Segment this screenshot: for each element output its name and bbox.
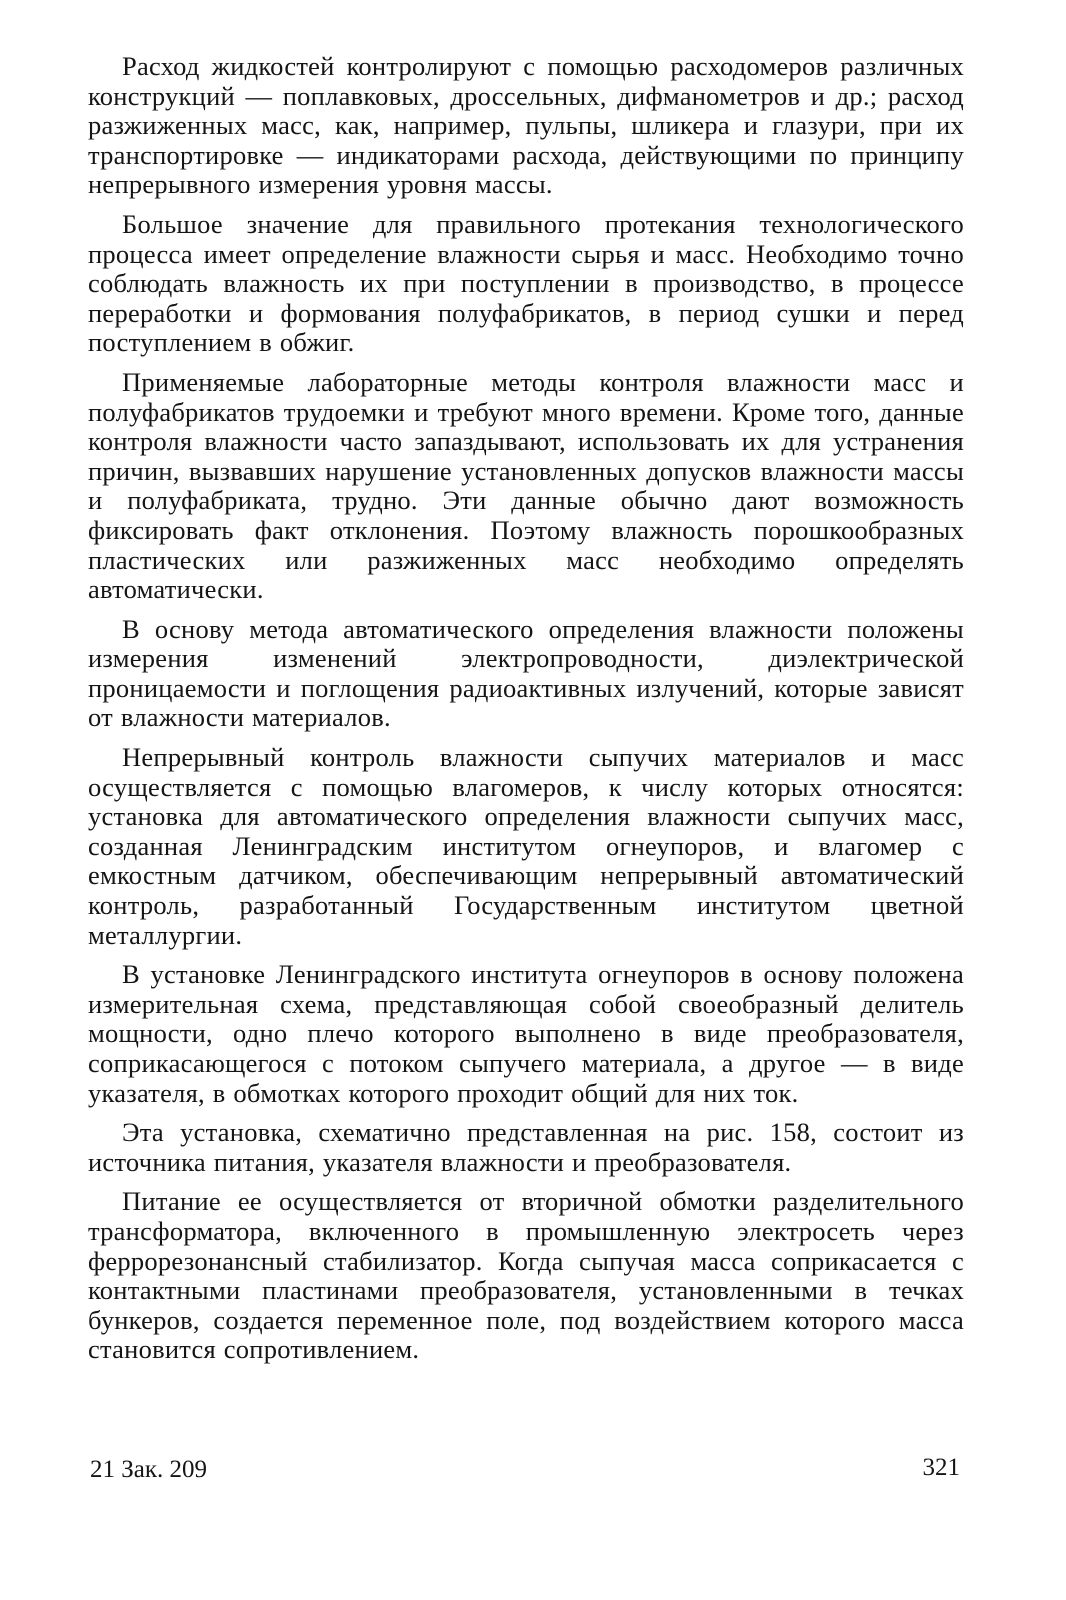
paragraph-flow-meters: Расход жидкостей контролируют с помощью расходомеров различных конструкций — поплавковых, дроссельных, дифманометров и др.; расход разжиженных масс, как, например, пульпы, шликера и глазури, при их транспортировке — индикаторами расхода, действующими по принципу непрерывного измерения уровня массы. (88, 51, 964, 200)
page-body (88, 52, 964, 1375)
paragraph-continuous-control: Непрерывный контроль влажности сыпучих материалов и масс осуществляется с помощью влагомеров, к числу которых относятся: установка для автоматического определения влажности сыпучих масс, созданная Ленинградским институтом огнеупоров, и влагомер с емкостным датчиком, обеспечивающим непрерывный автоматический контроль, разработанный Государственным институтом цветной металлургии. (88, 742, 964, 950)
paragraph-moisture-importance: Большое значение для правильного протекания технологического процесса имеет определение влажности сырья и масс. Необходимо точно соблюдать влажность их при поступлении в производство, в процессе переработки и формования полуфабрикатов, в период сушки и перед поступлением в обжиг. (88, 208, 964, 358)
paragraph-power-supply: Питание ее осуществляется от вторичной обмотки разделительного трансформатора, включенного в промышленную электросеть через феррорезонансный стабилизатор. Когда сыпучая масса соприкасается с контактными пластинами преобразователя, установленными в течках бункеров, создается переменное поле, под воздействием которого масса становится сопротивлением. (88, 1186, 964, 1365)
paragraph-lab-methods: Применяемые лабораторные методы контроля влажности масс и полуфабрикатов трудоемки и требуют много времени. Кроме того, данные контроля влажности часто запаздывают, использовать их для устранения причин, вызвавших нарушение установленных допусков влажности массы и полуфабриката, трудно. Эти данные обычно дают возможность фиксировать факт отклонения. Поэтому влажность порошкообразных пластических или разжиженных масс необходимо определять автоматически. (88, 366, 964, 605)
page-footer (88, 1456, 964, 1492)
paragraph-method-basis: В основу метода автоматического определения влажности положены измерения изменений электропроводности, диэлектрической проницаемости и поглощения радиоактивных излучений, которые зависят от влажности материалов. (88, 613, 964, 733)
paragraph-installation-scheme: Эта установка, схематично представленная на рис. 158, состоит из источника питания, указателя влажности и преобразователя. (88, 1117, 964, 1177)
page-number: 321 (922, 1454, 960, 1481)
printer-signature: 21 Зак. 209 (90, 1456, 208, 1483)
paragraph-leningrad-installation: В установке Ленинградского института огнеупоров в основу положена измерительная схема, представляющая собой своеобразный делитель мощности, одно плечо которого выполнено в виде преобразователя, соприкасающегося с потоком сыпучего материала, а другое — в виде указателя, в обмотках которого проходит общий для них ток. (88, 959, 964, 1108)
